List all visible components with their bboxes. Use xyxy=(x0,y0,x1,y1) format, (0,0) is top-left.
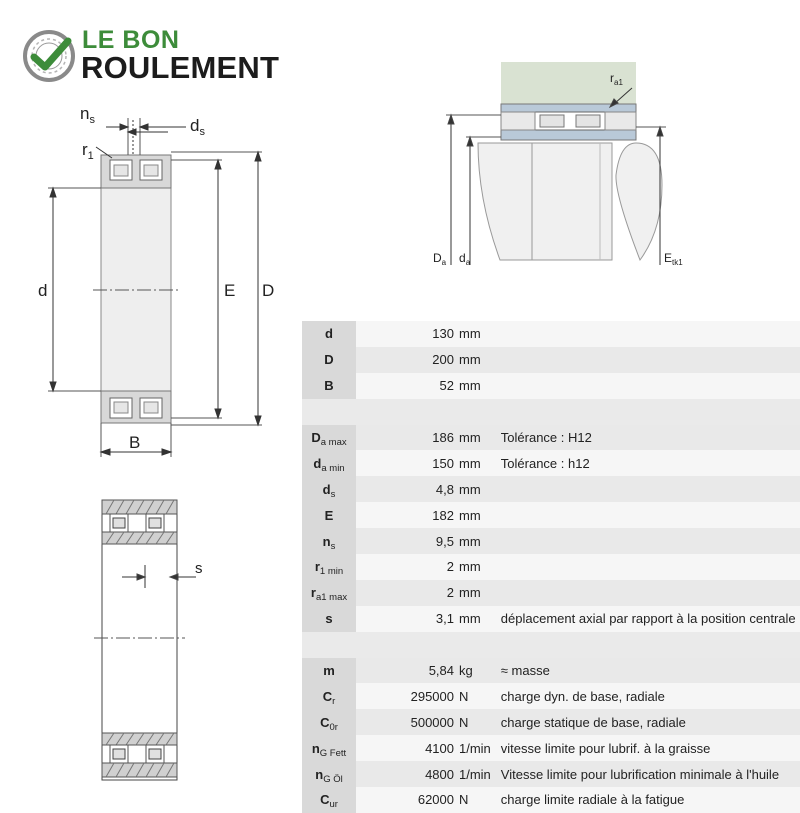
param-unit: mm xyxy=(457,425,491,451)
symbol-text: n xyxy=(315,766,324,782)
label-r1: $r_1$ xyxy=(82,140,94,162)
param-unit: mm xyxy=(457,606,491,632)
param-unit: kg xyxy=(457,658,491,684)
param-symbol xyxy=(302,373,356,399)
label-D: D xyxy=(262,281,275,300)
param-unit: mm xyxy=(457,502,491,528)
symbol-subscript: G Öl xyxy=(323,773,343,785)
symbol-text: r xyxy=(314,559,320,575)
label-ra1: $r_{a1}$ xyxy=(610,71,623,87)
param-description xyxy=(491,476,800,502)
label-d: d xyxy=(38,281,48,300)
param-symbol xyxy=(302,450,356,476)
table-row xyxy=(302,735,800,761)
param-symbol xyxy=(302,528,356,554)
table-row xyxy=(302,347,800,373)
symbol-text: r xyxy=(310,585,316,601)
param-symbol xyxy=(302,502,356,528)
symbol-text: E xyxy=(324,507,334,523)
symbol-subscript: s xyxy=(330,488,336,500)
symbol-text: C xyxy=(322,688,333,704)
label-B: B xyxy=(129,433,141,452)
param-unit: 1/min xyxy=(457,761,491,787)
param-description: Vitesse limite pour lubrification minimale à l'huile xyxy=(491,761,800,787)
table-separator xyxy=(302,632,800,658)
param-description: Tolérance : H12 xyxy=(491,425,800,451)
symbol-text: C xyxy=(320,714,330,730)
axial-displacement-diagram xyxy=(94,500,196,780)
param-value: 4,8 xyxy=(356,476,457,502)
table-row xyxy=(302,580,800,606)
param-symbol xyxy=(302,606,356,632)
logo-line1: LE BON xyxy=(82,26,180,54)
param-description xyxy=(491,528,800,554)
param-symbol xyxy=(302,683,356,709)
param-unit: mm xyxy=(457,450,491,476)
param-symbol xyxy=(302,709,356,735)
symbol-subscript: a1 max xyxy=(315,592,348,604)
param-description xyxy=(491,554,800,580)
table-row xyxy=(302,709,800,735)
table-row xyxy=(302,321,800,347)
table-row xyxy=(302,658,800,684)
symbol-text: s xyxy=(325,611,333,627)
param-value: 186 xyxy=(356,425,457,451)
symbol-text: B xyxy=(324,378,334,394)
symbol-subscript: a max xyxy=(320,437,347,448)
param-value: 2 xyxy=(356,554,457,580)
param-unit: N xyxy=(457,709,491,735)
symbol-text: D xyxy=(311,430,321,445)
param-symbol xyxy=(302,761,356,787)
param-description: charge statique de base, radiale xyxy=(491,709,800,735)
table-row xyxy=(302,476,800,502)
label-E: E xyxy=(224,281,236,300)
symbol-text: m xyxy=(323,663,335,679)
param-description: charge dyn. de base, radiale xyxy=(491,683,800,709)
symbol-text: d xyxy=(325,326,333,342)
param-value: 182 xyxy=(356,502,457,528)
symbol-text: n xyxy=(322,533,331,549)
param-value: 2 xyxy=(356,580,457,606)
table-row xyxy=(302,683,800,709)
param-value: 295000 xyxy=(356,683,457,709)
param-value: 3,1 xyxy=(356,606,457,632)
param-description xyxy=(491,502,800,528)
param-value: 200 xyxy=(356,347,457,373)
param-description xyxy=(491,580,800,606)
param-unit: mm xyxy=(457,528,491,554)
param-symbol xyxy=(302,735,356,761)
param-unit: mm xyxy=(457,554,491,580)
table-row xyxy=(302,528,800,554)
param-unit: mm xyxy=(457,476,491,502)
param-unit: mm xyxy=(457,580,491,606)
specifications-body xyxy=(302,321,800,813)
symbol-subscript: 1 min xyxy=(319,566,344,578)
param-value: 500000 xyxy=(356,709,457,735)
param-symbol xyxy=(302,580,356,606)
table-row xyxy=(302,554,800,580)
param-unit: mm xyxy=(457,347,491,373)
separator-cell xyxy=(302,632,800,658)
param-value: 52 xyxy=(356,373,457,399)
param-symbol xyxy=(302,425,356,451)
table-row xyxy=(302,425,800,451)
symbol-subscript: s xyxy=(330,540,336,552)
param-description xyxy=(491,321,800,347)
param-unit: 1/min xyxy=(457,735,491,761)
param-unit: N xyxy=(457,787,491,813)
symbol-subscript: r xyxy=(332,695,336,707)
table-row xyxy=(302,606,800,632)
specifications-table xyxy=(302,321,800,813)
logo-line2: ROULEMENT xyxy=(81,50,280,85)
symbol-subscript: a min xyxy=(321,462,345,474)
param-value: 4100 xyxy=(356,735,457,761)
table-row xyxy=(302,502,800,528)
table-row xyxy=(302,373,800,399)
param-description: charge limite radiale à la fatigue xyxy=(491,787,800,813)
label-ns: $n_s$ xyxy=(80,104,95,126)
symbol-text: n xyxy=(311,740,320,756)
param-description: Tolérance : h12 xyxy=(491,450,800,476)
param-symbol xyxy=(302,554,356,580)
symbol-subscript: ur xyxy=(329,799,338,811)
param-value: 9,5 xyxy=(356,528,457,554)
param-description xyxy=(491,347,800,373)
label-Da: $D_a$ xyxy=(433,251,447,267)
param-value: 150 xyxy=(356,450,457,476)
table-separator xyxy=(302,399,800,425)
label-s: s xyxy=(195,560,203,577)
param-description xyxy=(491,373,800,399)
symbol-subscript: 0r xyxy=(329,721,338,733)
param-symbol xyxy=(302,347,356,373)
param-symbol xyxy=(302,658,356,684)
label-Etk1: $E_{tk1}$ xyxy=(664,251,683,267)
param-symbol xyxy=(302,321,356,347)
symbol-text: d xyxy=(322,481,331,497)
label-ds: $d_s$ xyxy=(190,116,205,138)
param-value: 62000 xyxy=(356,787,457,813)
param-description: vitesse limite pour lubrif. à la graisse xyxy=(491,735,800,761)
param-unit: mm xyxy=(457,373,491,399)
table-row xyxy=(302,761,800,787)
symbol-text: C xyxy=(320,792,330,808)
separator-cell xyxy=(302,399,800,425)
param-description: déplacement axial par rapport à la position centrale xyxy=(491,606,800,632)
param-unit: N xyxy=(457,683,491,709)
symbol-text: D xyxy=(324,352,334,368)
param-symbol xyxy=(302,476,356,502)
mounting-diagram xyxy=(446,62,666,265)
symbol-text: d xyxy=(313,455,322,471)
table-row xyxy=(302,450,800,476)
param-value: 5,84 xyxy=(356,658,457,684)
label-da: $d_a$ xyxy=(459,251,471,267)
param-value: 4800 xyxy=(356,761,457,787)
param-unit: mm xyxy=(457,321,491,347)
param-description: ≈ masse xyxy=(491,658,800,684)
param-value: 130 xyxy=(356,321,457,347)
symbol-subscript: G Fett xyxy=(319,747,347,759)
